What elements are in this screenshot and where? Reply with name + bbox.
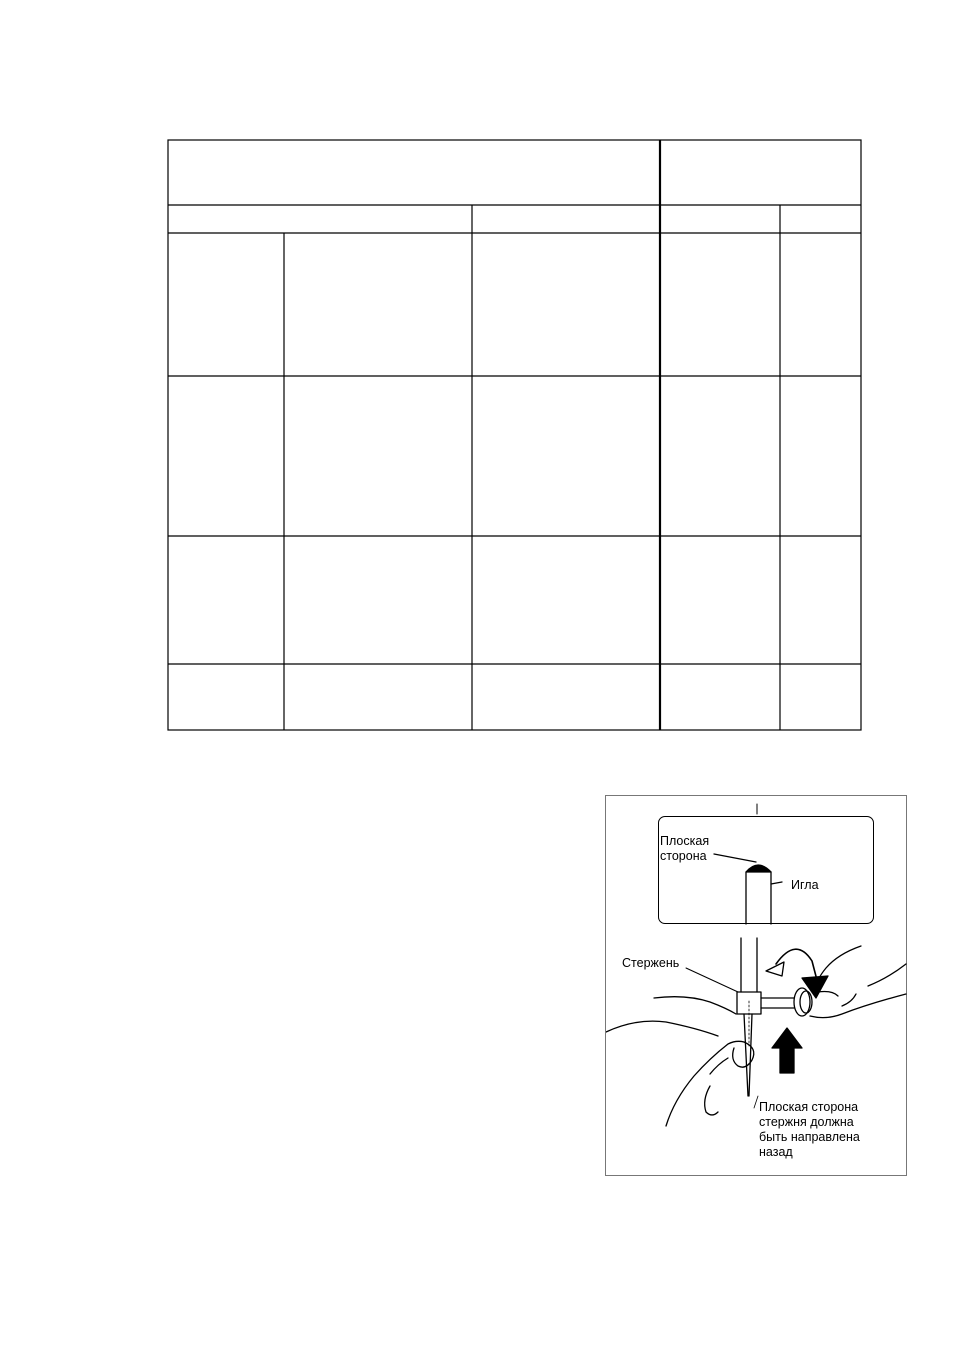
needle-label: Игла bbox=[791, 878, 819, 892]
needle-installation-figure bbox=[605, 795, 907, 1176]
needle-illustration bbox=[606, 796, 908, 1177]
flat-side-label: Плоская сторона bbox=[660, 834, 710, 863]
flat-side-note: Плоская сторона стержня должна быть направлена назад bbox=[759, 1100, 860, 1159]
shank-label: Стержень bbox=[622, 956, 680, 970]
